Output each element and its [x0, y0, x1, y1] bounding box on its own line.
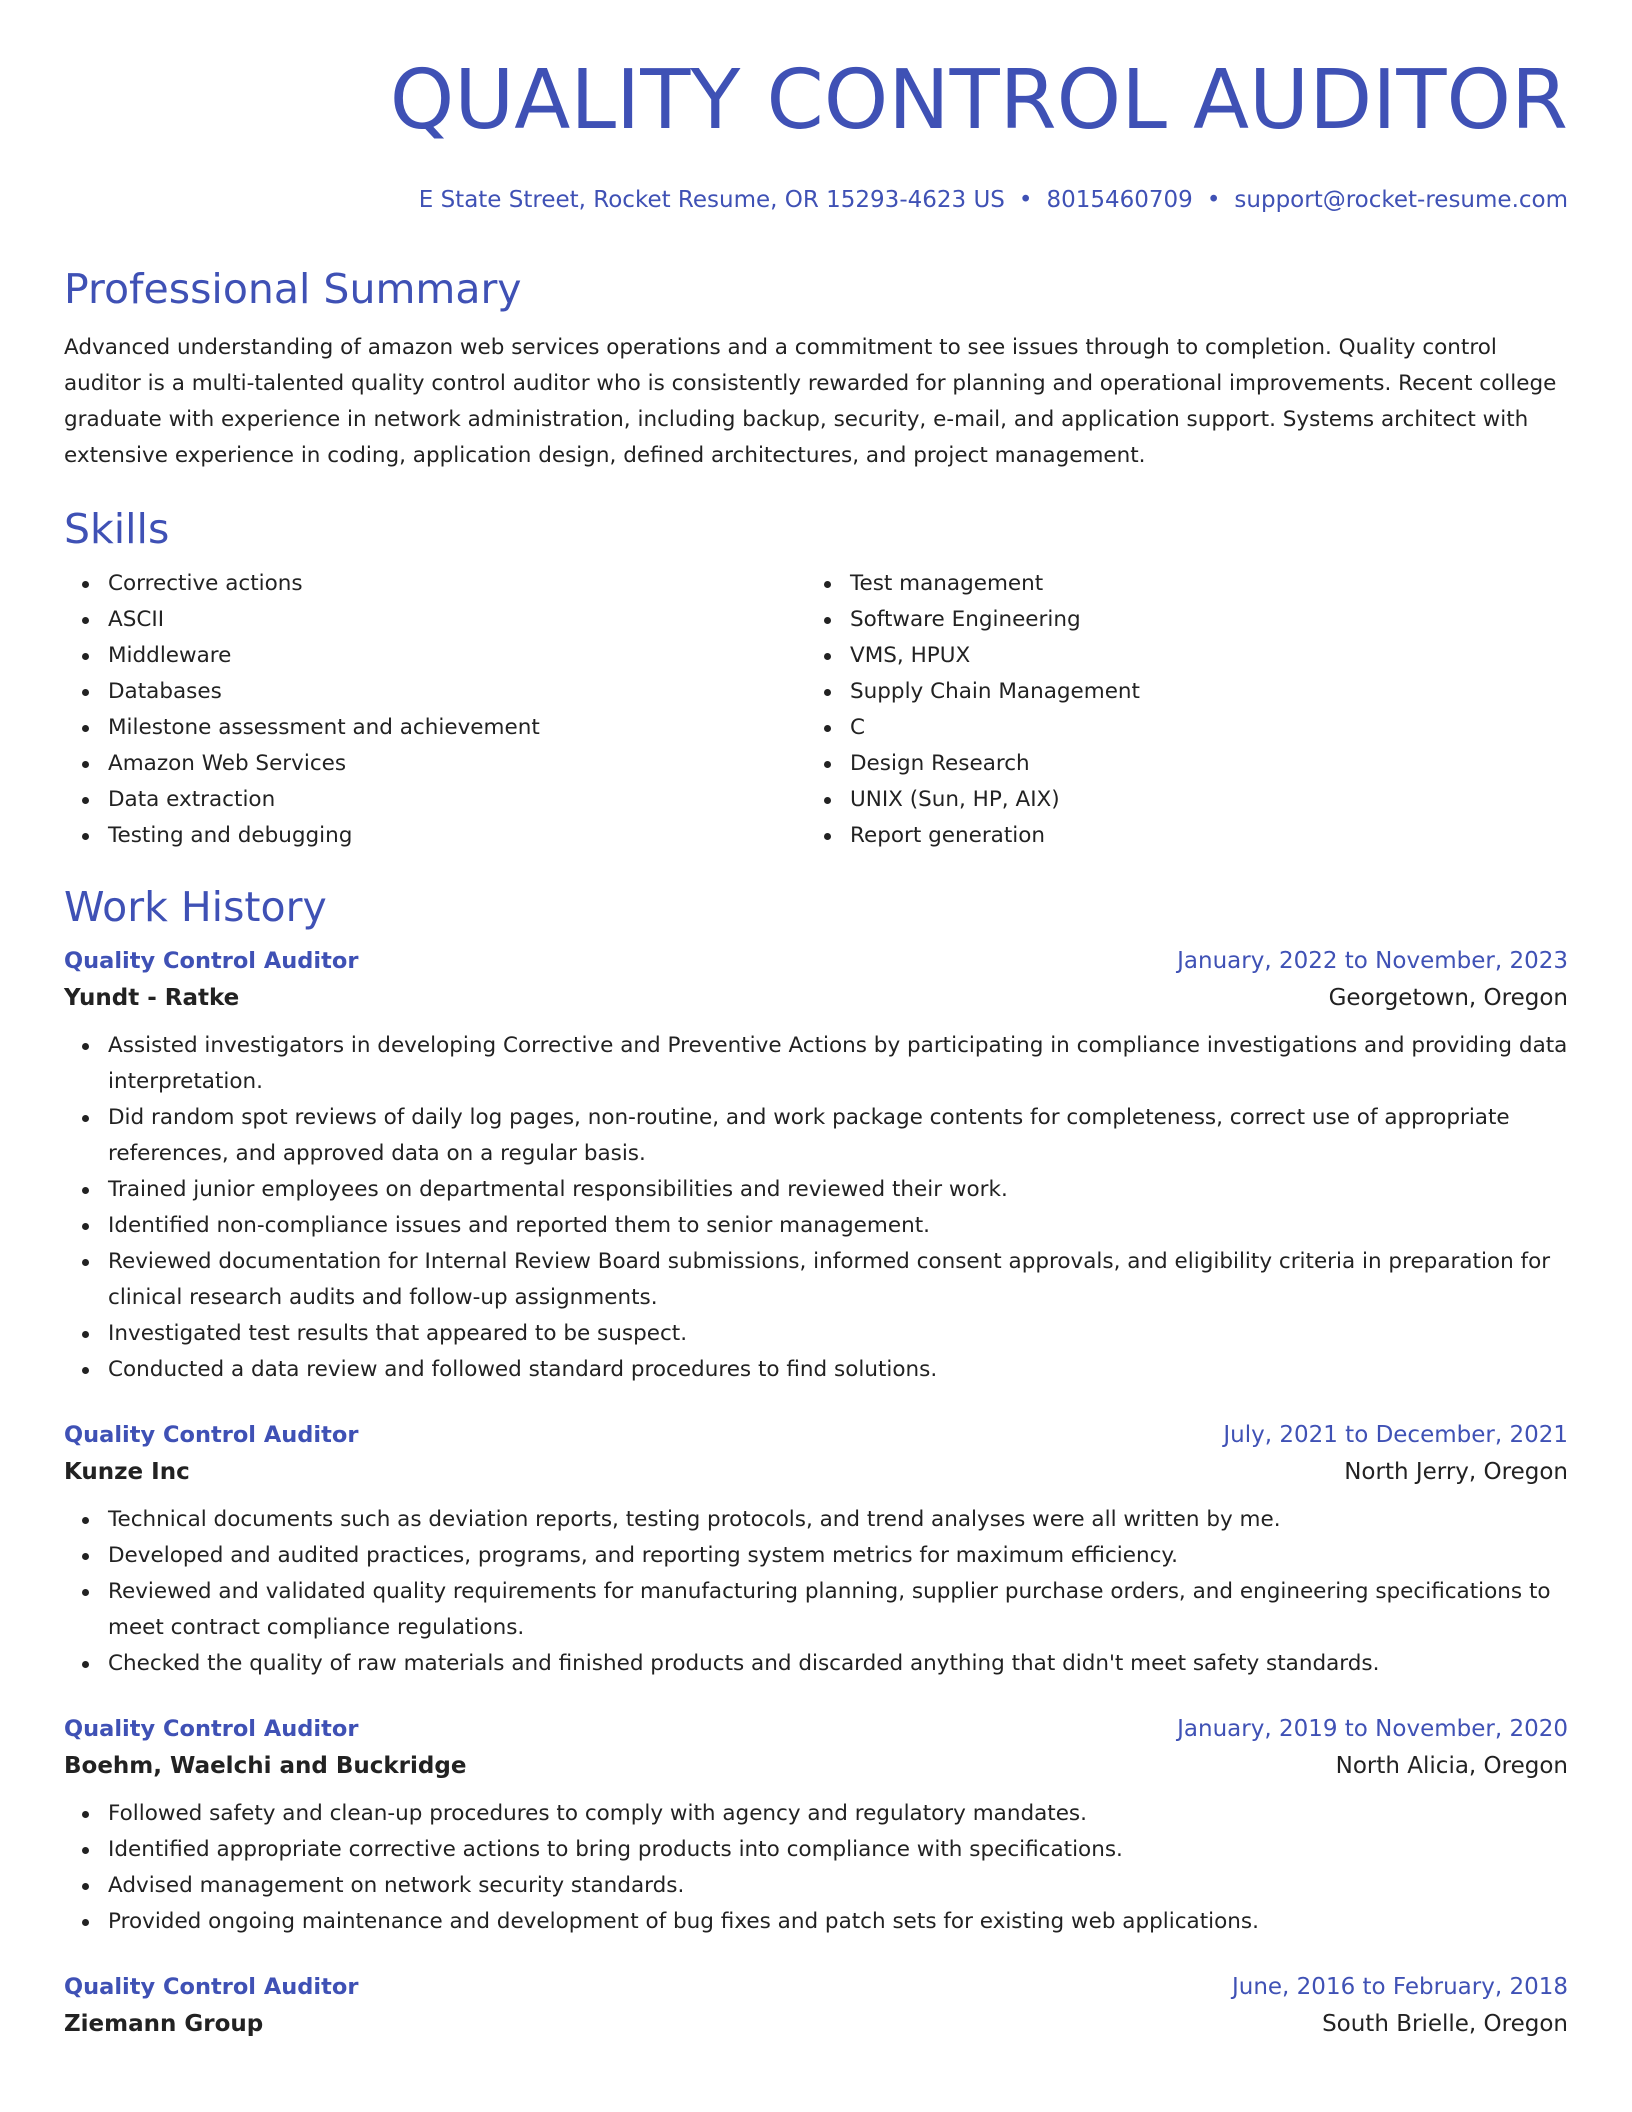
job-bullets	[64, 1028, 1568, 1388]
job-bullet: Trained junior employees on departmental responsibilities and reviewed their work.	[108, 1172, 1568, 1208]
skills-column-right	[806, 566, 1548, 854]
resume-name: QUALITY CONTROL AUDITOR	[389, 53, 1568, 148]
skill-item: Design Research	[850, 746, 1548, 782]
job-dates: June, 2016 to February, 2018	[1231, 1974, 1568, 2000]
contact-separator: •	[1018, 187, 1033, 213]
job-bullet: Provided ongoing maintenance and development of bug fixes and patch sets for existing web applications.	[108, 1904, 1568, 1940]
skill-item: Databases	[108, 674, 806, 710]
job-company: Boehm, Waelchi and Buckridge	[64, 1753, 467, 1779]
job-company: Ziemann Group	[64, 2011, 264, 2037]
skill-item: Data extraction	[108, 782, 806, 818]
job-bullet: Identified non-compliance issues and reported them to senior management.	[108, 1208, 1568, 1244]
skills-column-left	[64, 566, 806, 854]
job-bullet: Identified appropriate corrective actions to bring products into compliance with specifications.	[108, 1832, 1568, 1868]
job-company-row	[64, 1746, 1568, 1786]
skill-item: Software Engineering	[850, 602, 1548, 638]
contact-phone: 8015460709	[1046, 187, 1193, 213]
job-bullet: Investigated test results that appeared to be suspect.	[108, 1316, 1568, 1352]
contact-separator: •	[1206, 187, 1221, 213]
job-dates: January, 2019 to November, 2020	[1177, 1716, 1568, 1742]
job-title-row	[64, 1418, 1568, 1452]
job-title: Quality Control Auditor	[64, 1422, 359, 1448]
skill-item: Testing and debugging	[108, 818, 806, 854]
job-bullet: Reviewed documentation for Internal Review Board submissions, informed consent approvals, and eligibility criteria in preparation for clinical research audits and follow-up assignments.	[108, 1244, 1568, 1316]
job-dates: July, 2021 to December, 2021	[1223, 1422, 1568, 1448]
job-company-row	[64, 978, 1568, 1018]
job-company-row	[64, 1452, 1568, 1492]
job-title: Quality Control Auditor	[64, 1974, 359, 2000]
job-dates: January, 2022 to November, 2023	[1177, 948, 1568, 974]
skill-item: Milestone assessment and achievement	[108, 710, 806, 746]
job-location: Georgetown, Oregon	[1328, 985, 1568, 1011]
job-bullet: Did random spot reviews of daily log pages, non-routine, and work package contents for completeness, correct use of appropriate references, and approved data on a regular basis.	[108, 1100, 1568, 1172]
job-location: North Jerry, Oregon	[1344, 1459, 1568, 1485]
skills-list	[64, 566, 1568, 854]
job-bullet: Technical documents such as deviation reports, testing protocols, and trend analyses were all written by me.	[108, 1502, 1568, 1538]
resume-page	[64, 0, 1568, 2044]
skill-item: Amazon Web Services	[108, 746, 806, 782]
job-bullet: Reviewed and validated quality requirements for manufacturing planning, supplier purchase orders, and engineering specifications to meet contract compliance regulations.	[108, 1574, 1568, 1646]
work-history-list	[64, 944, 1568, 2044]
job-bullets	[64, 1502, 1568, 1682]
job-bullet: Advised management on network security standards.	[108, 1868, 1568, 1904]
skill-item: VMS, HPUX	[850, 638, 1548, 674]
job-entry	[64, 944, 1568, 1388]
job-bullet: Followed safety and clean-up procedures to comply with agency and regulatory mandates.	[108, 1796, 1568, 1832]
contact-address: E State Street, Rocket Resume, OR 15293-4623 US	[418, 187, 1005, 213]
job-company: Kunze Inc	[64, 1459, 190, 1485]
skill-item: Report generation	[850, 818, 1548, 854]
skill-item: Supply Chain Management	[850, 674, 1548, 710]
job-entry	[64, 1712, 1568, 1940]
summary-heading: Professional Summary	[64, 265, 522, 313]
skill-item: Corrective actions	[108, 566, 806, 602]
job-entry	[64, 1418, 1568, 1682]
job-title-row	[64, 944, 1568, 978]
job-entry	[64, 1970, 1568, 2044]
skill-item: C	[850, 710, 1548, 746]
job-company-row	[64, 2004, 1568, 2044]
job-title: Quality Control Auditor	[64, 1716, 359, 1742]
job-bullet: Conducted a data review and followed standard procedures to find solutions.	[108, 1352, 1568, 1388]
skills-heading: Skills	[64, 505, 170, 553]
job-location: South Brielle, Oregon	[1322, 2011, 1568, 2037]
job-title-row	[64, 1712, 1568, 1746]
job-bullet: Developed and audited practices, programs, and reporting system metrics for maximum efficiency.	[108, 1538, 1568, 1574]
job-title-row	[64, 1970, 1568, 2004]
contact-line	[64, 186, 1568, 214]
job-bullets	[64, 1796, 1568, 1940]
job-bullet: Checked the quality of raw materials and finished products and discarded anything that didn't meet safety standards.	[108, 1646, 1568, 1682]
job-title: Quality Control Auditor	[64, 948, 359, 974]
work-history-heading: Work History	[64, 883, 327, 931]
skill-item: ASCII	[108, 602, 806, 638]
summary-text: Advanced understanding of amazon web services operations and a commitment to see issues through to completion. Quality control auditor is a multi-talented quality control auditor who is consistently rewarded for planning and operational improvements. Recent college graduate with experience in network administration, including backup, security, e-mail, and application support. Systems architect with extensive experience in coding, application design, defined architectures, and project management.	[64, 335, 1557, 468]
skill-item: Middleware	[108, 638, 806, 674]
job-bullet: Assisted investigators in developing Corrective and Preventive Actions by participating in compliance investigations and providing data interpretation.	[108, 1028, 1568, 1100]
skill-item: UNIX (Sun, HP, AIX)	[850, 782, 1548, 818]
job-location: North Alicia, Oregon	[1335, 1753, 1568, 1779]
job-company: Yundt - Ratke	[64, 985, 240, 1011]
contact-email: support@rocket-resume.com	[1234, 187, 1568, 213]
skill-item: Test management	[850, 566, 1548, 602]
